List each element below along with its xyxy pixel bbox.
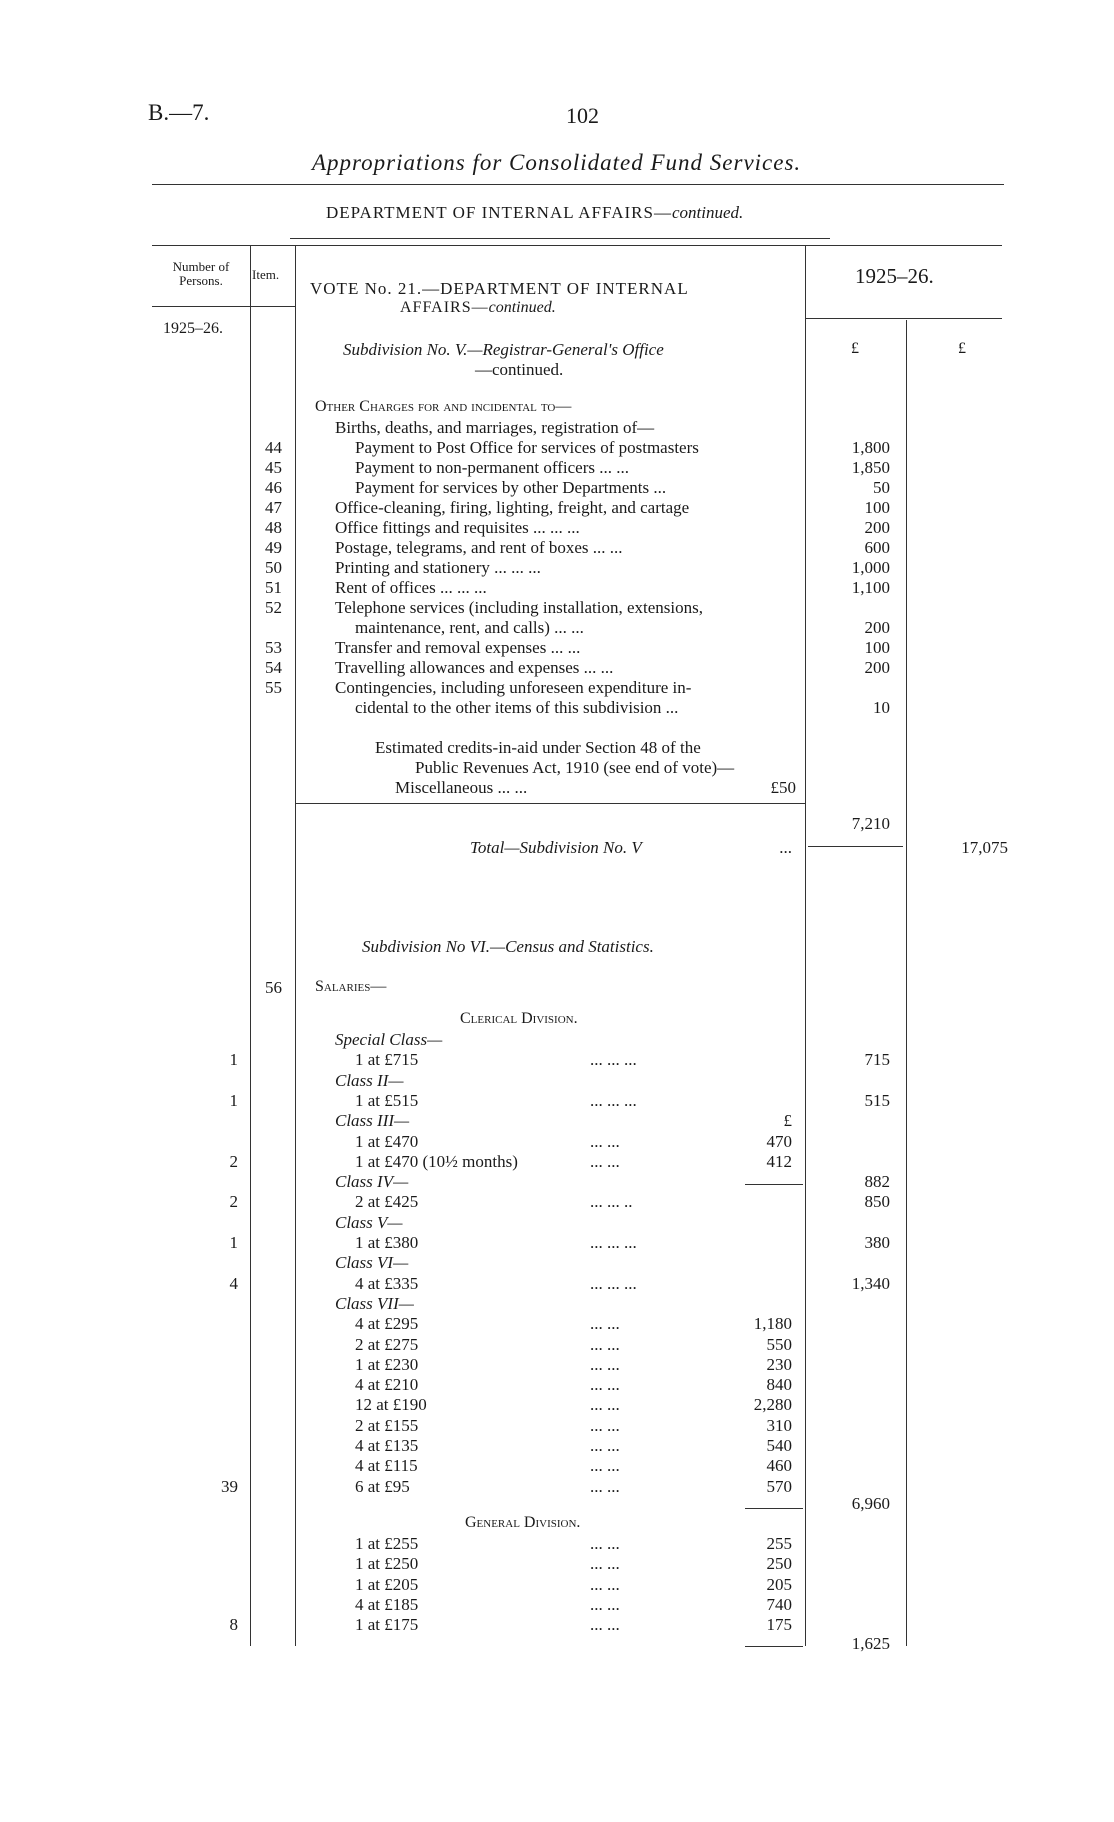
table-row — [0, 1192, 1114, 1212]
item-description: Printing and stationery ... ... ... — [335, 558, 541, 577]
table-row — [0, 678, 1114, 698]
rate-label: 4 at £185 — [355, 1594, 419, 1614]
table-row — [0, 538, 1114, 558]
sub-amount: 175 — [766, 1615, 792, 1635]
vote-title-line2: AFFAIRS—continued. — [400, 299, 556, 316]
leader-dots: ... ... — [590, 1436, 620, 1455]
item-number: 55 — [265, 678, 282, 697]
sub-amount: 740 — [766, 1594, 792, 1614]
item-description: Office fittings and requisites ... ... ... — [335, 518, 580, 537]
sub-amount: 570 — [766, 1476, 792, 1496]
general-rule — [745, 1646, 803, 1647]
class-vii-rule — [745, 1508, 803, 1509]
table-row — [0, 618, 1114, 638]
item-number: 47 — [265, 498, 282, 517]
item-description-cont: maintenance, rent, and calls) ... ... — [355, 618, 584, 637]
table-row — [0, 1615, 1114, 1635]
item-description: Payment to Post Office for services of postmasters — [355, 438, 699, 457]
table-row — [0, 1456, 1114, 1476]
subdivision-v-heading-cont: —continued. — [475, 360, 564, 379]
item-number: 52 — [265, 598, 282, 617]
table-row — [0, 598, 1114, 618]
table-row — [0, 1477, 1114, 1497]
leader-dots: ... ... — [590, 1615, 620, 1635]
sub-amount: 470 — [766, 1131, 792, 1151]
item-description-cont: cidental to the other items of this subdivision ... — [355, 698, 679, 717]
clerical-division-heading: Clerical Division. — [460, 1010, 578, 1027]
clerical-total: 6,960 — [851, 1494, 890, 1513]
leader-dots: ... ... ... — [590, 1050, 637, 1070]
leader-dots: ... ... — [590, 1574, 620, 1594]
leader-dots: ... ... — [590, 1554, 620, 1574]
dept-rule — [290, 238, 830, 239]
item-amount: 1,850 — [851, 458, 890, 477]
sub-amount: 2,280 — [753, 1395, 792, 1415]
item-description: Contingencies, including unforeseen expenditure in- — [335, 678, 692, 697]
item-amount: 715 — [864, 1050, 890, 1070]
title-rule — [152, 184, 1004, 185]
persons-count: 39 — [221, 1476, 238, 1496]
item-amount: 200 — [864, 518, 890, 537]
rate-label: 1 at £255 — [355, 1534, 419, 1553]
item-description: Payment to non-permanent officers ... ... — [355, 458, 629, 477]
rate-label: Class II— — [335, 1070, 404, 1090]
item-description: Travelling allowances and expenses ... ... — [335, 658, 614, 677]
rate-label: 2 at £155 — [355, 1415, 419, 1435]
department-heading: DEPARTMENT OF INTERNAL AFFAIRS—continued. — [326, 203, 744, 222]
credits-in-aid-line2: Public Revenues Act, 1910 (see end of vote)— — [415, 758, 735, 777]
table-row — [0, 1395, 1114, 1415]
leader-dots: ... ... — [590, 1314, 620, 1334]
item-amount: 882 — [864, 1172, 890, 1192]
total-label: Total—Subdivision No. V — [470, 838, 642, 857]
sub-amount: 205 — [766, 1574, 792, 1594]
table-row — [0, 558, 1114, 578]
item-number: 46 — [265, 478, 282, 497]
col-header-persons: Number of Persons. — [172, 259, 230, 288]
rate-label: 12 at £190 — [355, 1395, 427, 1415]
table-row — [0, 638, 1114, 658]
rate-label: 1 at £205 — [355, 1574, 419, 1594]
rate-label: Class III— — [335, 1111, 410, 1131]
item-amount: 200 — [864, 618, 890, 637]
item-amount: 600 — [864, 538, 890, 557]
col-header-pound-2: £ — [958, 340, 966, 357]
sub-amount: 412 — [766, 1151, 792, 1171]
table-row — [0, 498, 1114, 518]
other-charges-heading: Other Charges for and incidental to— — [315, 398, 572, 415]
table-row — [0, 518, 1114, 538]
rate-label: 1 at £715 — [355, 1050, 419, 1070]
rate-label: 1 at £380 — [355, 1233, 419, 1252]
item-amount: 100 — [864, 498, 890, 517]
table-top-rule — [152, 245, 1002, 246]
item-amount: 1,000 — [851, 558, 890, 577]
item-head-rule — [250, 306, 295, 307]
sub-amount: 255 — [766, 1534, 792, 1553]
leader-dots: ... ... — [590, 1476, 620, 1496]
table-row — [0, 1091, 1114, 1111]
table-row — [0, 1050, 1114, 1070]
report-reference: B.—7. — [148, 100, 210, 125]
table-row — [0, 1575, 1114, 1595]
item-description: Postage, telegrams, and rent of boxes ... ... — [335, 538, 623, 557]
rate-label: 2 at £275 — [355, 1334, 419, 1354]
rate-label: 1 at £470 — [355, 1131, 419, 1151]
table-row — [0, 1554, 1114, 1574]
table-row — [0, 1416, 1114, 1436]
rate-label: 1 at £230 — [355, 1354, 419, 1374]
rate-label: Special Class— — [335, 1030, 443, 1049]
subdivision-v-heading: Subdivision No. V.—Registrar-General's Office — [343, 340, 664, 359]
persons-count: 1 — [229, 1233, 238, 1252]
item-amount: 380 — [864, 1233, 890, 1252]
col-header-pound-1: £ — [851, 340, 859, 357]
sub-amount: 1,180 — [753, 1314, 792, 1334]
table-row — [0, 578, 1114, 598]
item-amount: 10 — [873, 698, 890, 717]
sub-amount: 540 — [766, 1436, 792, 1455]
leader-dots: ... ... ... — [590, 1090, 637, 1110]
credits-in-aid-line1: Estimated credits-in-aid under Section 48 of the — [375, 738, 701, 757]
subdivision-v-subtotal: 7,210 — [851, 814, 890, 833]
rate-label: Class VII— — [335, 1293, 414, 1313]
sub-amount: 460 — [766, 1456, 792, 1476]
rate-label: 2 at £425 — [355, 1192, 419, 1212]
item-description: Telephone services (including installation, extensions, — [335, 598, 703, 617]
item-amount: 1,340 — [851, 1273, 890, 1293]
rate-label: Class VI— — [335, 1253, 409, 1273]
item-number: 53 — [265, 638, 282, 657]
vote-title-line1: VOTE No. 21.—DEPARTMENT OF INTERNAL — [310, 279, 689, 298]
leader-dots: ... ... — [590, 1534, 620, 1553]
item-description: Payment for services by other Departments ... — [355, 478, 667, 497]
item-number: 54 — [265, 658, 282, 677]
table-row — [0, 1213, 1114, 1233]
rate-label: 4 at £135 — [355, 1436, 419, 1455]
leader-dots: ... ... .. — [590, 1192, 633, 1212]
total-amount: 17,075 — [961, 838, 1008, 857]
credits-in-aid-line3: Miscellaneous ... ... — [395, 778, 528, 797]
rate-label: Class IV— — [335, 1172, 409, 1192]
credits-in-aid-amount: £50 — [770, 778, 796, 797]
item-amount: 850 — [864, 1192, 890, 1212]
table-row — [0, 1375, 1114, 1395]
total-dots: ... — [779, 838, 792, 857]
table-row — [0, 1274, 1114, 1294]
sub-amount: 840 — [766, 1375, 792, 1395]
item-description: Transfer and removal expenses ... ... — [335, 638, 581, 657]
table-row — [0, 1294, 1114, 1314]
item-amount: 50 — [873, 478, 890, 497]
table-row — [0, 1253, 1114, 1273]
table-row — [0, 1534, 1114, 1554]
persons-count: 8 — [229, 1615, 238, 1635]
leader-dots: ... ... — [590, 1395, 620, 1415]
rate-label: 4 at £115 — [355, 1456, 418, 1476]
leader-dots: ... ... — [590, 1131, 620, 1151]
item-number: 45 — [265, 458, 282, 477]
col-header-year-right: 1925–26. — [855, 264, 934, 288]
table-row — [0, 1233, 1114, 1253]
col-header-year-left: 1925–26. — [163, 320, 223, 337]
item-amount: 200 — [864, 658, 890, 677]
table-row — [0, 1111, 1114, 1131]
item-amount: 1,100 — [851, 578, 890, 597]
leader-dots: ... ... — [590, 1456, 620, 1476]
table-row — [0, 1071, 1114, 1091]
table-row — [0, 698, 1114, 718]
general-total: 1,625 — [851, 1634, 890, 1653]
item-description: Rent of offices ... ... ... — [335, 578, 487, 597]
table-row — [0, 658, 1114, 678]
table-row — [0, 1132, 1114, 1152]
rate-label: 4 at £210 — [355, 1375, 419, 1395]
persons-head-rule — [152, 306, 250, 307]
leader-dots: ... ... — [590, 1151, 620, 1171]
persons-count: 2 — [229, 1151, 238, 1171]
item-number: 50 — [265, 558, 282, 577]
persons-count: 1 — [229, 1090, 238, 1110]
leader-dots: ... ... — [590, 1375, 620, 1395]
class-iii-rule — [745, 1184, 803, 1185]
leader-dots: ... ... ... — [590, 1273, 637, 1293]
credits-rule — [295, 803, 805, 804]
subtotal-rule — [808, 846, 903, 847]
item-description: Office-cleaning, firing, lighting, freight, and cartage — [335, 498, 690, 517]
rate-label: 1 at £470 (10½ months) — [355, 1151, 518, 1171]
sub-amount: 230 — [766, 1354, 792, 1374]
subdivision-vi-heading: Subdivision No VI.—Census and Statistics. — [362, 937, 654, 956]
rate-label: 1 at £175 — [355, 1615, 419, 1635]
rate-label: 4 at £335 — [355, 1273, 419, 1293]
table-row — [0, 458, 1114, 478]
table-row — [0, 438, 1114, 458]
table-row — [0, 1595, 1114, 1615]
births-heading: Births, deaths, and marriages, registration of— — [335, 418, 655, 437]
page-number: 102 — [566, 103, 599, 128]
rate-label: 1 at £250 — [355, 1554, 419, 1574]
salaries-heading: Salaries— — [315, 978, 387, 995]
table-row — [0, 1172, 1114, 1192]
item-amount: 515 — [864, 1090, 890, 1110]
general-division-heading: General Division. — [465, 1514, 581, 1531]
leader-dots: ... ... — [590, 1594, 620, 1614]
item-number: 56 — [265, 978, 282, 997]
table-row — [0, 1335, 1114, 1355]
rate-label: 6 at £95 — [355, 1476, 410, 1496]
item-number: 44 — [265, 438, 282, 457]
table-row — [0, 1436, 1114, 1456]
item-number: 49 — [265, 538, 282, 557]
table-row — [0, 1152, 1114, 1172]
persons-count: 2 — [229, 1192, 238, 1212]
item-number: 48 — [265, 518, 282, 537]
rate-label: Class V— — [335, 1212, 403, 1232]
item-number: 51 — [265, 578, 282, 597]
table-row — [0, 1030, 1114, 1050]
persons-count: 4 — [229, 1273, 238, 1293]
leader-dots: ... ... ... — [590, 1233, 637, 1252]
sub-amount: 310 — [766, 1415, 792, 1435]
sub-amount: £ — [783, 1111, 792, 1131]
item-amount: 100 — [864, 638, 890, 657]
year-head-rule — [805, 318, 1002, 319]
leader-dots: ... ... — [590, 1354, 620, 1374]
rate-label: 4 at £295 — [355, 1314, 419, 1334]
rate-label: 1 at £515 — [355, 1090, 419, 1110]
leader-dots: ... ... — [590, 1415, 620, 1435]
item-amount: 1,800 — [851, 438, 890, 457]
table-row — [0, 478, 1114, 498]
table-row — [0, 1355, 1114, 1375]
sub-amount: 550 — [766, 1334, 792, 1354]
page-title: Appropriations for Consolidated Fund Services. — [312, 150, 802, 175]
table-row — [0, 1314, 1114, 1334]
sub-amount: 250 — [766, 1554, 792, 1574]
col-header-item: Item. — [252, 267, 280, 282]
leader-dots: ... ... — [590, 1334, 620, 1354]
persons-count: 1 — [229, 1050, 238, 1070]
